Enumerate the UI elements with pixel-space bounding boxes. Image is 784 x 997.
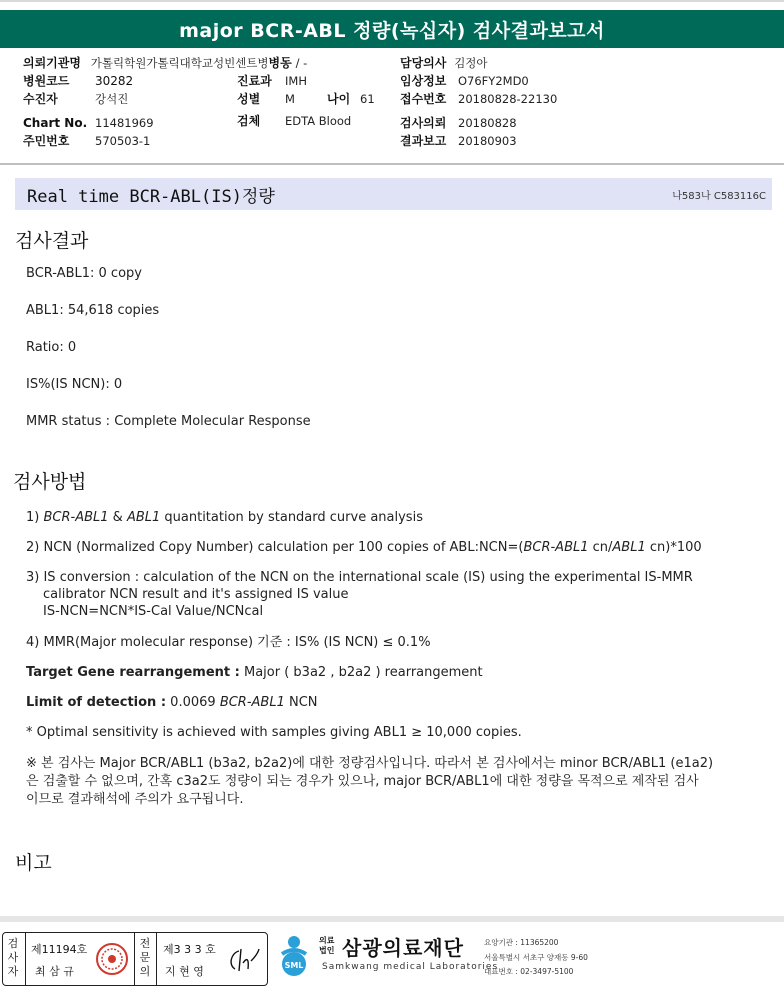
divider bbox=[0, 163, 784, 165]
request-value: 20180828 bbox=[458, 116, 517, 130]
svg-text:SML: SML bbox=[284, 961, 304, 970]
request-label: 검사의뢰 bbox=[400, 116, 447, 130]
institution-row bbox=[23, 54, 307, 72]
footer-divider bbox=[0, 916, 784, 922]
receiver-value: 강석진 bbox=[95, 92, 129, 106]
examiner-name: 최 삼 규 bbox=[35, 965, 74, 978]
dept-value: IMH bbox=[285, 74, 307, 88]
specimen-label: 검체 bbox=[237, 114, 261, 128]
seal-stamp-icon bbox=[95, 942, 129, 976]
method-3-line3: IS-NCN=NCN*IS-Cal Value/NCNcal bbox=[43, 604, 264, 619]
method-1: 1) BCR-ABL1 & ABL1 quantitation by standard curve analysis bbox=[26, 510, 423, 525]
examiner-no: 제11194호 bbox=[31, 943, 88, 956]
org-phone: 대표번호 : 02-3497-5100 bbox=[484, 967, 574, 976]
result-abl1: ABL1: 54,618 copies bbox=[26, 303, 160, 318]
limit-of-detection: Limit of detection : 0.0069 BCR-ABL1 NCN bbox=[26, 695, 318, 710]
specialist-label: 전문의 bbox=[139, 937, 151, 978]
sml-logo-icon bbox=[270, 932, 318, 980]
org-prefix: 의료 법인 bbox=[319, 936, 335, 955]
method-heading: 검사방법 bbox=[13, 471, 87, 493]
result-mmr-status: MMR status : Complete Molecular Response bbox=[26, 414, 311, 429]
doctor-label: 담당의사 bbox=[400, 56, 447, 70]
remarks-heading: 비고 bbox=[15, 852, 52, 874]
specialist-name: 지 현 영 bbox=[165, 965, 204, 978]
results-heading: 검사결과 bbox=[15, 230, 89, 252]
accession-value: 20180828-22130 bbox=[458, 92, 558, 106]
receiver-label: 수진자 bbox=[23, 92, 58, 106]
test-code: 나583나 C583116C bbox=[672, 190, 766, 202]
hospital-code-value: 30282 bbox=[95, 74, 134, 88]
org-english-name: Samkwang medical Laboratories bbox=[322, 962, 499, 972]
result-ratio: Ratio: 0 bbox=[26, 340, 77, 355]
org-name: 삼광의료재단 bbox=[342, 936, 464, 960]
age-label: 나이 bbox=[327, 92, 351, 106]
top-rule bbox=[0, 0, 784, 2]
accession-label: 접수번호 bbox=[400, 92, 447, 106]
sex-value: M bbox=[285, 92, 295, 106]
org-code: 요양기관 : 11365200 bbox=[484, 938, 559, 947]
specialist-no: 제3 3 3 호 bbox=[163, 943, 216, 956]
sensitivity-note: * Optimal sensitivity is achieved with samples giving ABL1 ≥ 10,000 copies. bbox=[26, 725, 522, 740]
examiner-label: 검사자 bbox=[7, 937, 19, 978]
warning-line1: ※ 본 검사는 Major BCR/ABL1 (b3a2, b2a2)에 대한 정량검사입니다. 따라서 본 검사에서는 minor BCR/ABL1 (e1a2) bbox=[26, 756, 714, 771]
ward-label: 병동 bbox=[268, 56, 292, 70]
dept-label: 진료과 bbox=[237, 74, 272, 88]
org-address: 서울특별시 서초구 양재동 9-60 bbox=[484, 953, 588, 962]
warning-line2: 은 검출할 수 없으며, 간혹 c3a2도 정량이 되는 경우가 있으나, major BCR/ABL1에 대한 정량을 목적으로 제작된 검사 bbox=[26, 774, 699, 789]
ward-value: / - bbox=[295, 56, 308, 70]
chart-value: 11481969 bbox=[95, 116, 154, 130]
signature-box bbox=[2, 932, 268, 986]
hospital-code-label: 병원코드 bbox=[23, 74, 70, 88]
chart-label: Chart No. bbox=[23, 116, 88, 130]
result-is-percent: IS%(IS NCN): 0 bbox=[26, 377, 123, 392]
method-3-line2: calibrator NCN result and it's assigned IS value bbox=[43, 587, 349, 602]
test-section-bar bbox=[15, 178, 772, 210]
report-title: major BCR-ABL 정량(녹십자) 검사결과보고서 bbox=[0, 10, 784, 48]
test-name: Real time BCR-ABL(IS)정량 bbox=[27, 186, 275, 207]
method-4: 4) MMR(Major molecular response) 기준 : IS% (IS NCN) ≤ 0.1% bbox=[26, 635, 431, 650]
doctor-row bbox=[400, 54, 488, 72]
report-date-label: 결과보고 bbox=[400, 134, 447, 148]
result-bcr-abl1: BCR-ABL1: 0 copy bbox=[26, 266, 142, 281]
clinical-value: O76FY2MD0 bbox=[458, 74, 529, 88]
sex-label: 성별 bbox=[237, 92, 261, 106]
signature-icon bbox=[225, 945, 261, 975]
method-3-line1: 3) IS conversion : calculation of the NCN on the international scale (IS) using the experimental IS-MMR bbox=[26, 570, 693, 585]
patient-info bbox=[0, 54, 784, 164]
resident-label: 주민번호 bbox=[23, 134, 70, 148]
report-date-value: 20180903 bbox=[458, 134, 517, 148]
resident-value: 570503-1 bbox=[95, 134, 151, 148]
specimen-value: EDTA Blood bbox=[285, 114, 352, 128]
doctor-value: 김정아 bbox=[454, 56, 488, 70]
age-value: 61 bbox=[360, 92, 375, 106]
warning-line3: 이므로 결과해석에 주의가 요구됩니다. bbox=[26, 792, 244, 807]
clinical-label: 임상정보 bbox=[400, 74, 447, 88]
institution-label: 의뢰기관명 bbox=[23, 56, 81, 70]
institution-value: 가톨릭학원가톨릭대학교성빈센트병 bbox=[90, 56, 269, 70]
target-gene: Target Gene rearrangement : Major ( b3a2 , b2a2 ) rearrangement bbox=[26, 665, 483, 680]
hospital-code-row bbox=[23, 72, 69, 90]
method-2: 2) NCN (Normalized Copy Number) calculation per 100 copies of ABL:NCN=(BCR-ABL1 cn/ABL1 cn)*100 bbox=[26, 540, 702, 555]
